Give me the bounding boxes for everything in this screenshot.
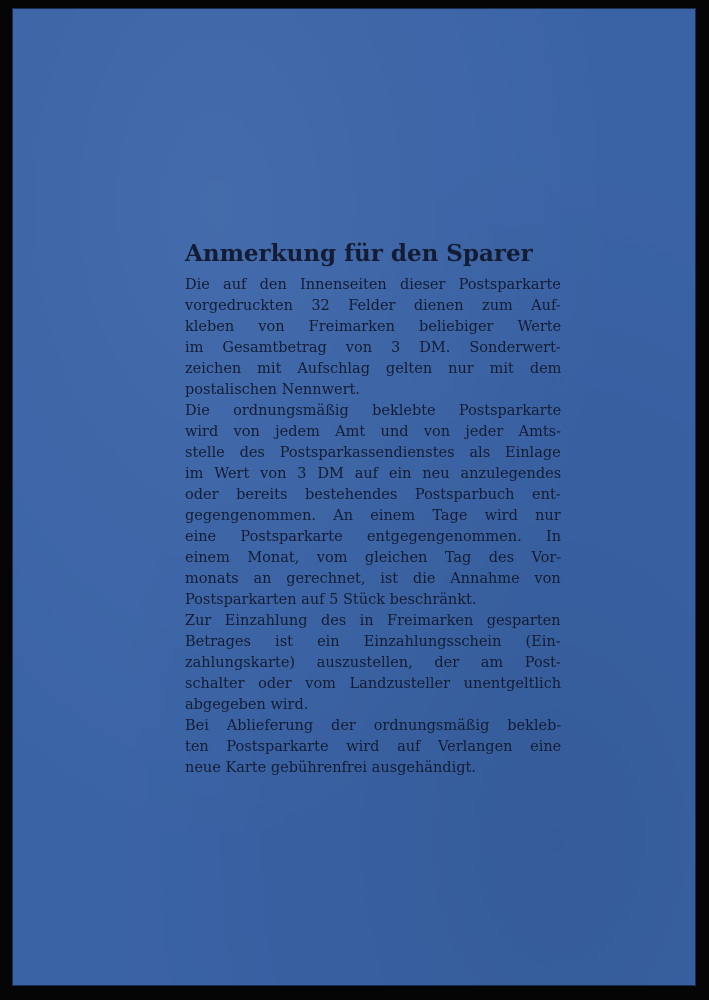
text-line: zeichen mit Aufschlag gelten nur mit dem <box>185 361 562 377</box>
postsparkarte-back-cover <box>12 8 696 986</box>
text-line: abgegeben wird. <box>185 697 309 713</box>
text-line: monats an gerechnet, ist die Annahme von <box>185 571 561 587</box>
note-title: Anmerkung für den Sparer <box>185 240 533 267</box>
text-line: einem Monat, vom gleichen Tag des Vor- <box>185 550 562 566</box>
text-line: eine Postsparkarte entgegengenommen. In <box>185 529 562 545</box>
text-line: oder bereits bestehendes Postsparbuch ent- <box>185 487 561 503</box>
text-line: kleben von Freimarken beliebiger Werte <box>185 319 562 335</box>
text-line: Die auf den Innenseiten dieser Postsparkarte <box>185 277 561 293</box>
text-line: Zur Einzahlung des in Freimarken gesparten <box>185 613 561 629</box>
text-line: postalischen Nennwert. <box>185 382 360 398</box>
text-line: im Wert von 3 DM auf ein neu anzulegendes <box>185 466 562 482</box>
note-text-block <box>185 239 561 779</box>
text-line: gegengenommen. An einem Tage wird nur <box>185 508 561 524</box>
text-line: Bei Ablieferung der ordnungsmäßig bekleb- <box>185 718 562 734</box>
text-line: zahlungskarte) auszustellen, der am Post- <box>185 655 561 671</box>
text-line: stelle des Postsparkassendienstes als Einlage <box>185 445 561 461</box>
paragraph-deposit-rules <box>185 401 561 611</box>
paragraph-stamp-fields <box>185 275 561 401</box>
text-line: Die ordnungsmäßig beklebte Postsparkarte <box>185 403 562 419</box>
paragraph-payment-slip <box>185 611 561 716</box>
text-line: vorgedruckten 32 Felder dienen zum Auf- <box>185 298 561 314</box>
text-line: Betrages ist ein Einzahlungsschein (Ein- <box>185 634 561 650</box>
text-line: schalter oder vom Landzusteller unentgeltlich <box>185 676 562 692</box>
text-line: neue Karte gebührenfrei ausgehändigt. <box>185 760 476 776</box>
text-line: ten Postsparkarte wird auf Verlangen eine <box>185 739 562 755</box>
text-line: wird von jedem Amt und von jeder Amts- <box>185 424 562 440</box>
text-line: Postsparkarten auf 5 Stück beschränkt. <box>185 592 477 608</box>
paragraph-new-card <box>185 716 561 779</box>
text-line: im Gesamtbetrag von 3 DM. Sonderwert- <box>185 340 561 356</box>
